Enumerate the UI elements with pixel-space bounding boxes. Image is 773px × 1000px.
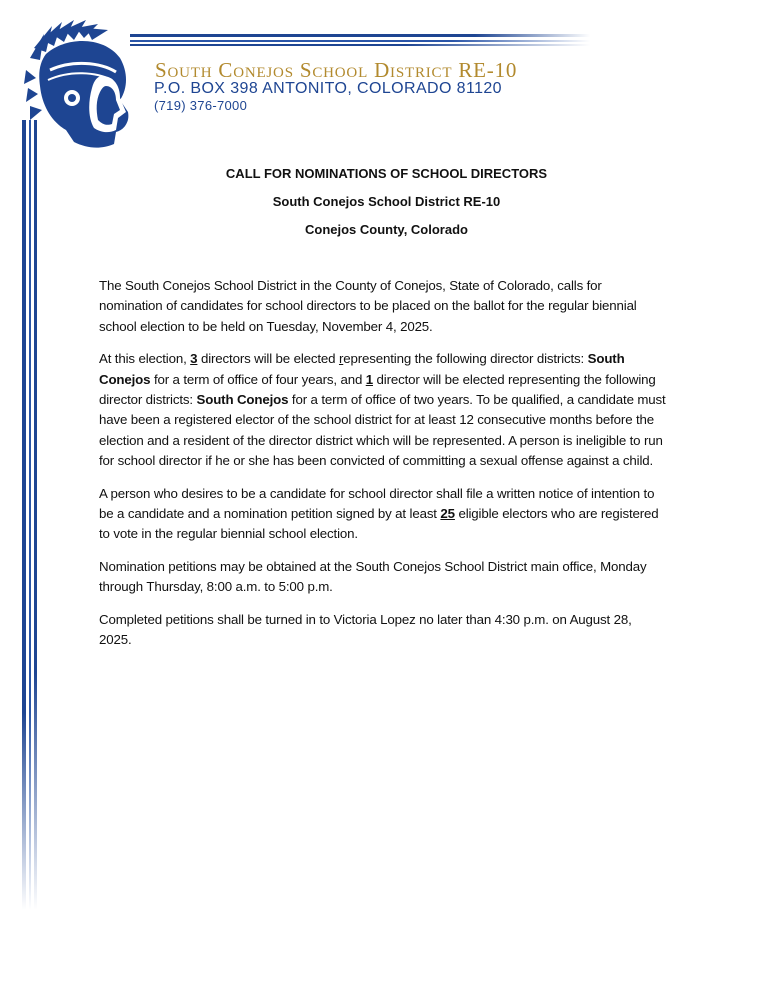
director-count-two-year: 1 [365, 371, 373, 387]
paragraph-petition-requirements: A person who desires to be a candidate for school director shall file a written notice of intention to be a candidate and a nomination petition signed by at least 25 eligible electors who are registered to vote in the regular biennial school election. [99, 485, 659, 542]
district-phone: (719) 376-7000 [154, 98, 248, 113]
document-subtitle: South Conejos School District RE-10 [272, 194, 501, 209]
top-border-stripes [130, 34, 590, 48]
paragraph-election-details: At this election, 3 directors will be elected representing the following director districts: South Conejos for a term of office of four years, and 1 director will be elected representing the following director districts: South Conejos for a term of office of two years. To be qualified, a candidate must have been a registered elector of the school district for at least 12 consecutive months before the election and a resident of the director district which will be represented. A person is ineligible to run for school director if he or she has been convicted of committing a sexual offense against a child. [99, 351, 666, 468]
director-district-1: South Conejos [99, 351, 625, 387]
district-name: South Conejos School District RE-10 [155, 58, 518, 82]
paragraph-petition-availability: Nomination petitions may be obtained at the South Conejos School District main office, Monday through Thursday, 8:00 a.m. to 5:00 p.m. [99, 559, 647, 595]
director-district-2: South Conejos [196, 391, 289, 407]
document-body [99, 276, 667, 663]
left-border-stripes [22, 120, 42, 910]
director-count-four-year: 3 [190, 351, 198, 367]
paragraph-intro: The South Conejos School District in the County of Conejos, State of Colorado, calls for nomination of candidates for school directors to be placed on the ballot for the regular biennial school election to be held on Tuesday, November 4, 2025. [99, 278, 637, 334]
document-title: CALL FOR NOMINATIONS OF SCHOOL DIRECTORS [225, 166, 548, 181]
district-address: P.O. BOX 398 ANTONITO, COLORADO 81120 [154, 80, 502, 97]
paragraph-deadline: Completed petitions shall be turned in to Victoria Lopez no later than 4:30 p.m. on August 28, 2025. [99, 612, 632, 648]
document-county: Conejos County, Colorado [305, 222, 468, 237]
spartan-helmet-logo [16, 14, 146, 164]
elector-count: 25 [440, 505, 455, 521]
